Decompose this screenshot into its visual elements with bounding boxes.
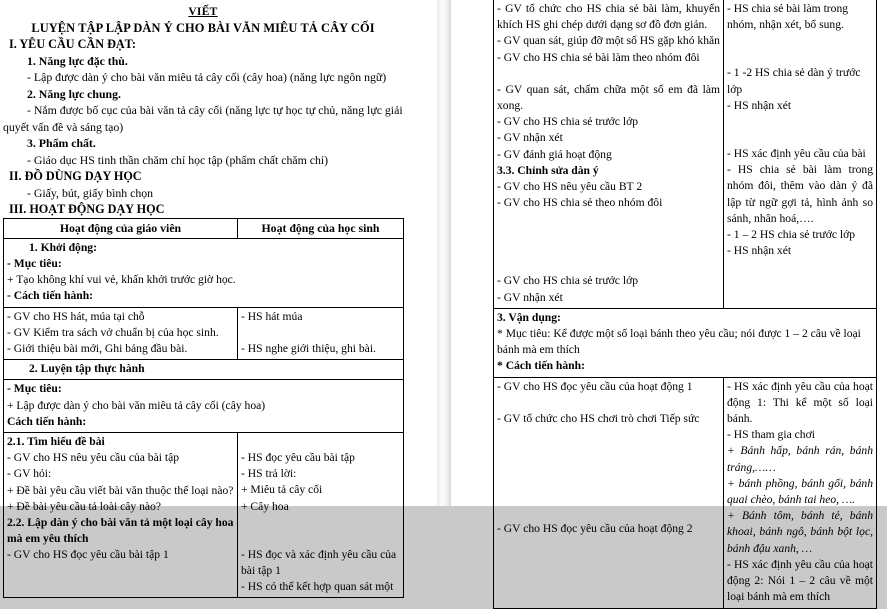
row-line: - HS chia sẻ bài làm trong nhóm đôi, thêm vào dàn ý đã lập từ ngữ gợi tả, hình ảnh so sánh, nhân hoá,…. [727,163,873,225]
row-line: - GV cho HS hát, múa tại chỗ [7,309,145,323]
row-line: - GV cho HS chia sẻ trước lớp [497,115,639,129]
row-title: 2. Luyện tập thực hành [29,362,145,376]
table-row [4,380,404,433]
row-line: 3.3. Chỉnh sửa dàn ý [497,163,599,177]
row-line: * Mục tiêu: Kể được một số loại bánh theo yêu cầu; nói được 1 – 2 câu về loại bánh mà em thích [497,327,861,357]
page-right [451,0,887,604]
row-line: - GV cho HS đọc yêu cầu của hoạt động 1 [497,379,693,393]
row-line: - GV cho HS nêu yêu cầu BT 2 [497,180,643,194]
row-line: + Đề bài yêu cầu tả loài cây nào? [7,499,161,513]
row-line: - Cách tiến hành: [7,289,93,303]
row-line: - HS xác định yêu cầu của hoạt động 2: Nói 1 – 2 câu về một loại bánh mà em thích [727,557,873,604]
row-line: - GV quan sát, giúp đỡ một số HS gặp khó khăn [497,34,720,48]
row-line: + Tạo không khí vui vẻ, khấn khởi trước giờ học. [7,273,236,287]
table-row [494,377,877,608]
section-materials-heading: II. ĐỒ DÙNG DẠY HỌC [9,169,142,183]
row-line: - GV tổ chức cho HS chơi trò chơi Tiếp sức [497,411,700,425]
row-line: + bánh phồng, bánh gối, bánh quai chèo, bánh tai heo, …. [727,476,873,507]
lesson-table-left [3,218,404,599]
cell-teacher-warmup [4,307,238,360]
section-activities-heading: III. HOẠT ĐỘNG DẠY HỌC [9,202,165,216]
row-line: - HS hát múa [241,309,303,323]
spacer [497,66,720,82]
row-line: 2.2. Lập dàn ý cho bài văn tả một loại cây hoa mà em yêu thích [7,515,234,546]
cell-teacher-application [494,377,724,608]
row-line: - GV cho HS đọc yêu cầu của hoạt động 2 [497,522,693,536]
row-title: 1. Khởi động: [29,240,97,254]
spacer [241,515,400,547]
subsection-1-2-heading: 2. Năng lực chung. [27,86,121,101]
spacer [727,33,873,65]
table-row [4,238,404,307]
cell-teacher-activity-2 [4,432,238,597]
row-line: - HS nhận xét [727,244,792,258]
row-line: - GV cho HS nêu yêu cầu của bài tập [7,451,180,465]
document-heading [3,2,403,36]
row-line: + Bánh tôm, bánh tẻ, bánh khoai, bánh ngô, bánh bột lọc, bánh đậu xanh, … [727,509,873,555]
page-left [0,0,437,594]
row-line: + Bánh hấp, bánh rán, bánh tráng,…… [727,444,873,474]
row-line: - GV cho HS đọc yêu cầu bài tập 1 [7,548,169,562]
cell-activity-2-intro [4,380,404,433]
row-line: - HS nghe giới thiệu, ghi bài. [241,341,376,355]
subsection-1-3-heading: 3. Phẩm chất. [27,136,96,150]
row-line: - HS xác định yêu cầu của bài [727,147,866,161]
row-line: - Mục tiêu: [7,256,62,270]
spacer [727,114,873,146]
spacer [241,434,400,450]
row-line: - HS xác định yêu cầu của hoạt động 1: Thi kể một số loại bánh. [727,379,873,426]
lesson-type-title: VIẾT [188,6,218,18]
cell-activity-1-intro [4,238,404,307]
subsection-1-2-text: - Nắm được bố cục của bài văn tả cây cối (năng lực tự học tự chủ, năng lực giải quyết vấn đề và sáng tạo) [3,103,403,134]
row-line: Cách tiến hành: [7,414,87,428]
row-line: + Đề bài yêu cầu viết bài văn thuộc thể loại nào? [7,483,234,497]
spacer [497,427,720,489]
spacer [497,489,720,521]
row-line: - GV nhận xét [497,290,563,304]
subsection-1-1-text: - Lập được dàn ý cho bài văn miêu tả cây cối (cây hoa) (năng lực ngôn ngữ) [27,70,387,84]
row-line: - GV tổ chức cho HS chia sẻ bài làm, khuyến khích HS ghi chép dưới dạng sơ đồ đơn giản. [497,2,720,32]
cell-student-activity-2 [238,432,404,597]
table-row [494,0,877,308]
page-gutter [437,0,451,506]
cell-activity-3-intro [494,308,877,377]
row-line: - HS trả lời: [241,467,297,481]
row-title: 3. Vận dụng: [497,310,561,324]
row-line: - GV cho HS chia sẻ bài làm theo nhóm đôi [497,50,700,64]
table-header-row [4,218,404,238]
table-row [494,308,877,377]
row-line: - GV quan sát, chấm chữa một số em đã làm xong. [497,82,720,113]
row-line: - GV nhận xét [497,131,563,145]
row-line: + Lập được dàn ý cho bài văn miêu tả cây cối (cây hoa) [7,398,266,412]
row-line: - HS có thể kết hợp quan sát một [241,580,394,594]
row-line: - GV hỏi: [7,467,52,481]
row-line: - HS đọc yêu cầu bài tập [241,450,355,464]
row-line: - GV cho HS chia sẻ trước lớp [497,274,639,288]
spacer [497,395,720,411]
cell-student-warmup [238,307,404,360]
row-line: - 1 -2 HS chia sẻ dàn ý trước lớp [727,66,861,96]
row-line: + Cây hoa [241,499,289,513]
row-line: - HS chia sẻ bài làm trong nhóm, nhận xét, bổ sung. [727,2,849,32]
subsection-1-1-heading: 1. Năng lực đặc thù. [27,53,128,68]
table-row [4,360,404,380]
lesson-title: LUYỆN TẬP LẬP DÀN Ý CHO BÀI VĂN MIÊU TẢ CÂY CỐI [31,21,375,35]
row-line: - Giới thiệu bài mới, Ghi bảng đầu bài. [7,341,188,355]
row-line: - GV đánh giá hoạt động [497,147,612,161]
row-line: - GV Kiểm tra sách vở chuẩn bị của học sinh. [7,325,219,339]
header-student-activity: Hoạt động của học sinh [238,218,404,238]
row-line: - Mục tiêu: [7,382,62,396]
subsection-1-3-text: - Giáo dục HS tinh thần chăm chỉ học tập (phẩm chất chăm chỉ) [27,152,329,167]
table-row [4,432,404,597]
row-line: + Miêu tả cây cối [241,483,323,497]
spacer [497,211,720,273]
row-line: - 1 – 2 HS chia sẻ trước lớp [727,228,856,242]
row-line: * Cách tiến hành: [497,359,585,373]
cell-student-application [724,377,877,608]
row-line: 2.1. Tìm hiểu đề bài [7,434,105,448]
section-materials-text: - Giấy, bút, giấy bình chọn [27,185,154,200]
section-requirements-heading: I. YÊU CẦU CẦN ĐẠT: [9,37,136,51]
cell-teacher-activity-3 [494,0,724,308]
table-row [4,307,404,360]
spacer [241,325,400,341]
row-line: - HS đọc và xác định yêu cầu của bài tập 1 [241,547,397,577]
cell-student-activity-3 [724,0,877,308]
row-line: - GV cho HS chia sẻ theo nhóm đôi [497,196,663,210]
lesson-table-right [493,0,877,609]
header-teacher-activity: Hoạt động của giáo viên [4,218,238,238]
cell-activity-2-title [4,360,404,380]
row-line: - HS nhận xét [727,98,792,112]
row-line: - HS tham gia chơi [727,428,815,442]
